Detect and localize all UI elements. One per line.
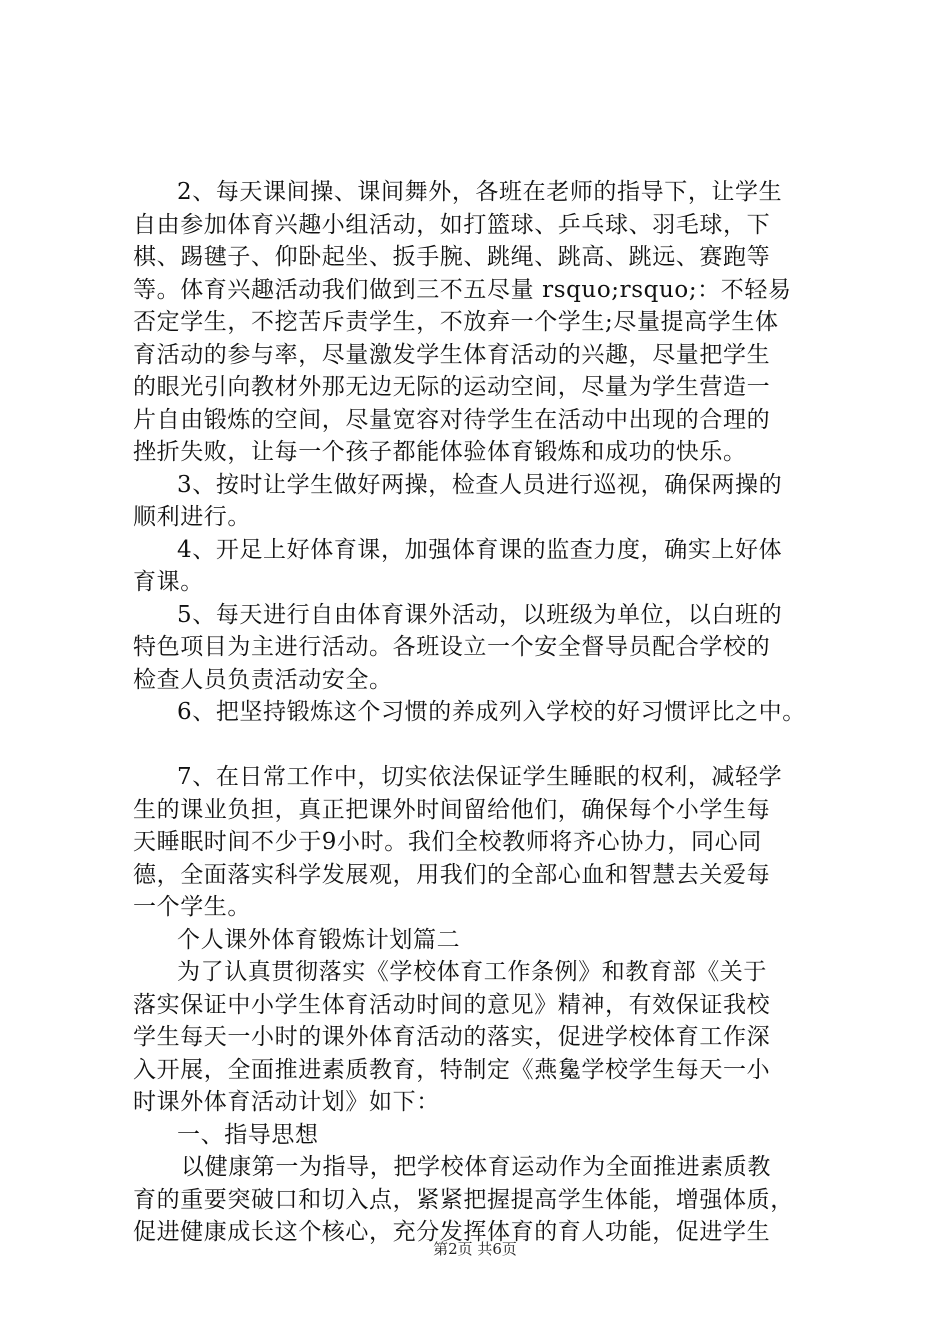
paragraph-line: 否定学生，不挖苦斥责学生，不放弃一个学生;尽量提高学生体 <box>133 309 779 335</box>
paragraph-line: 7、在日常工作中，切实依法保证学生睡眠的权利，减轻学 <box>177 764 783 790</box>
blank-line <box>133 729 833 762</box>
paragraph-line: 一个学生。 <box>133 894 251 920</box>
paragraph-line: 检查人员负责活动安全。 <box>133 666 393 693</box>
paragraph-line: 时课外体育活动计划》如下： <box>133 1089 440 1115</box>
paragraph-line: 生的课业负担，真正把课外时间留给他们，确保每个小学生每 <box>133 796 771 823</box>
paragraph-line: 促进健康成长这个核心，充分发挥体育的育人功能，促进学生 <box>133 1219 771 1245</box>
paragraph-line: 以健康第一为指导，把学校体育运动作为全面推进素质教 <box>181 1154 771 1180</box>
paragraph-line: 落实保证中小学生体育活动时间的意见》精神，有效保证我校 <box>133 991 771 1018</box>
paragraph-line: 2、每天课间操、课间舞外，各班在老师的指导下，让学生 <box>177 179 783 205</box>
paragraph-line: 育课。 <box>133 569 204 595</box>
paragraph-line: 入开展，全面推进素质教育，特制定《燕毚学校学生每天一小 <box>133 1056 771 1083</box>
paragraph-line: 特色项目为主进行活动。各班设立一个安全督导员配合学校的 <box>133 634 771 660</box>
paragraph-line: 的眼光引向教材外那无边无际的运动空间，尽量为学生营造一 <box>133 374 771 400</box>
paragraph-line: 4、开足上好体育课，加强体育课的监查力度，确实上好体 <box>177 536 783 563</box>
page-footer: 第2页 共6页 <box>433 1240 517 1258</box>
paragraph-line: 3、按时让学生做好两操，检查人员进行巡视，确保两操的 <box>177 471 783 498</box>
paragraph-line: 6、把坚持锻炼这个习惯的养成列入学校的好习惯评比之中。 <box>177 699 806 725</box>
paragraph-line: 等。体育兴趣活动我们做到三不五尽量 rsquo;rsquo;：不轻易 <box>133 276 792 303</box>
paragraph-line: 育的重要突破口和切入点，紧紧把握提高学生体能，增强体质， <box>133 1186 794 1213</box>
paragraph-line: 棋、踢毽子、仰卧起坐、扳手腕、跳绳、跳高、跳远、赛跑等 <box>133 244 771 270</box>
section-heading: 个人课外体育锻炼计划篇二 <box>177 926 461 953</box>
paragraph-line: 学生每天一小时的课外体育活动的落实，促进学校体育工作深 <box>133 1024 771 1050</box>
paragraph-line: 5、每天进行自由体育课外活动，以班级为单位，以白班的 <box>177 601 783 628</box>
paragraph-line: 挫折失败，让每一个孩子都能体验体育锻炼和成功的快乐。 <box>133 439 747 465</box>
paragraph-line: 德，全面落实科学发展观，用我们的全部心血和智慧去关爱每 <box>133 861 771 888</box>
paragraph-line: 顺利进行。 <box>133 504 251 530</box>
paragraph-line: 片自由锻炼的空间，尽量宽容对待学生在活动中出现的合理的 <box>133 406 771 433</box>
paragraph-line: 天睡眠时间不少于9小时。我们全校教师将齐心协力，同心同 <box>133 829 762 855</box>
paragraph-line: 育活动的参与率，尽量激发学生体育活动的兴趣，尽量把学生 <box>133 341 771 368</box>
section-heading: 一、指导思想 <box>177 1121 319 1148</box>
document-body <box>133 176 833 1249</box>
paragraph-line: 为了认真贯彻落实《学校体育工作条例》和教育部《关于 <box>177 959 767 985</box>
paragraph-line: 自由参加体育兴趣小组活动，如打篮球、乒乓球、羽毛球，下 <box>133 211 771 238</box>
